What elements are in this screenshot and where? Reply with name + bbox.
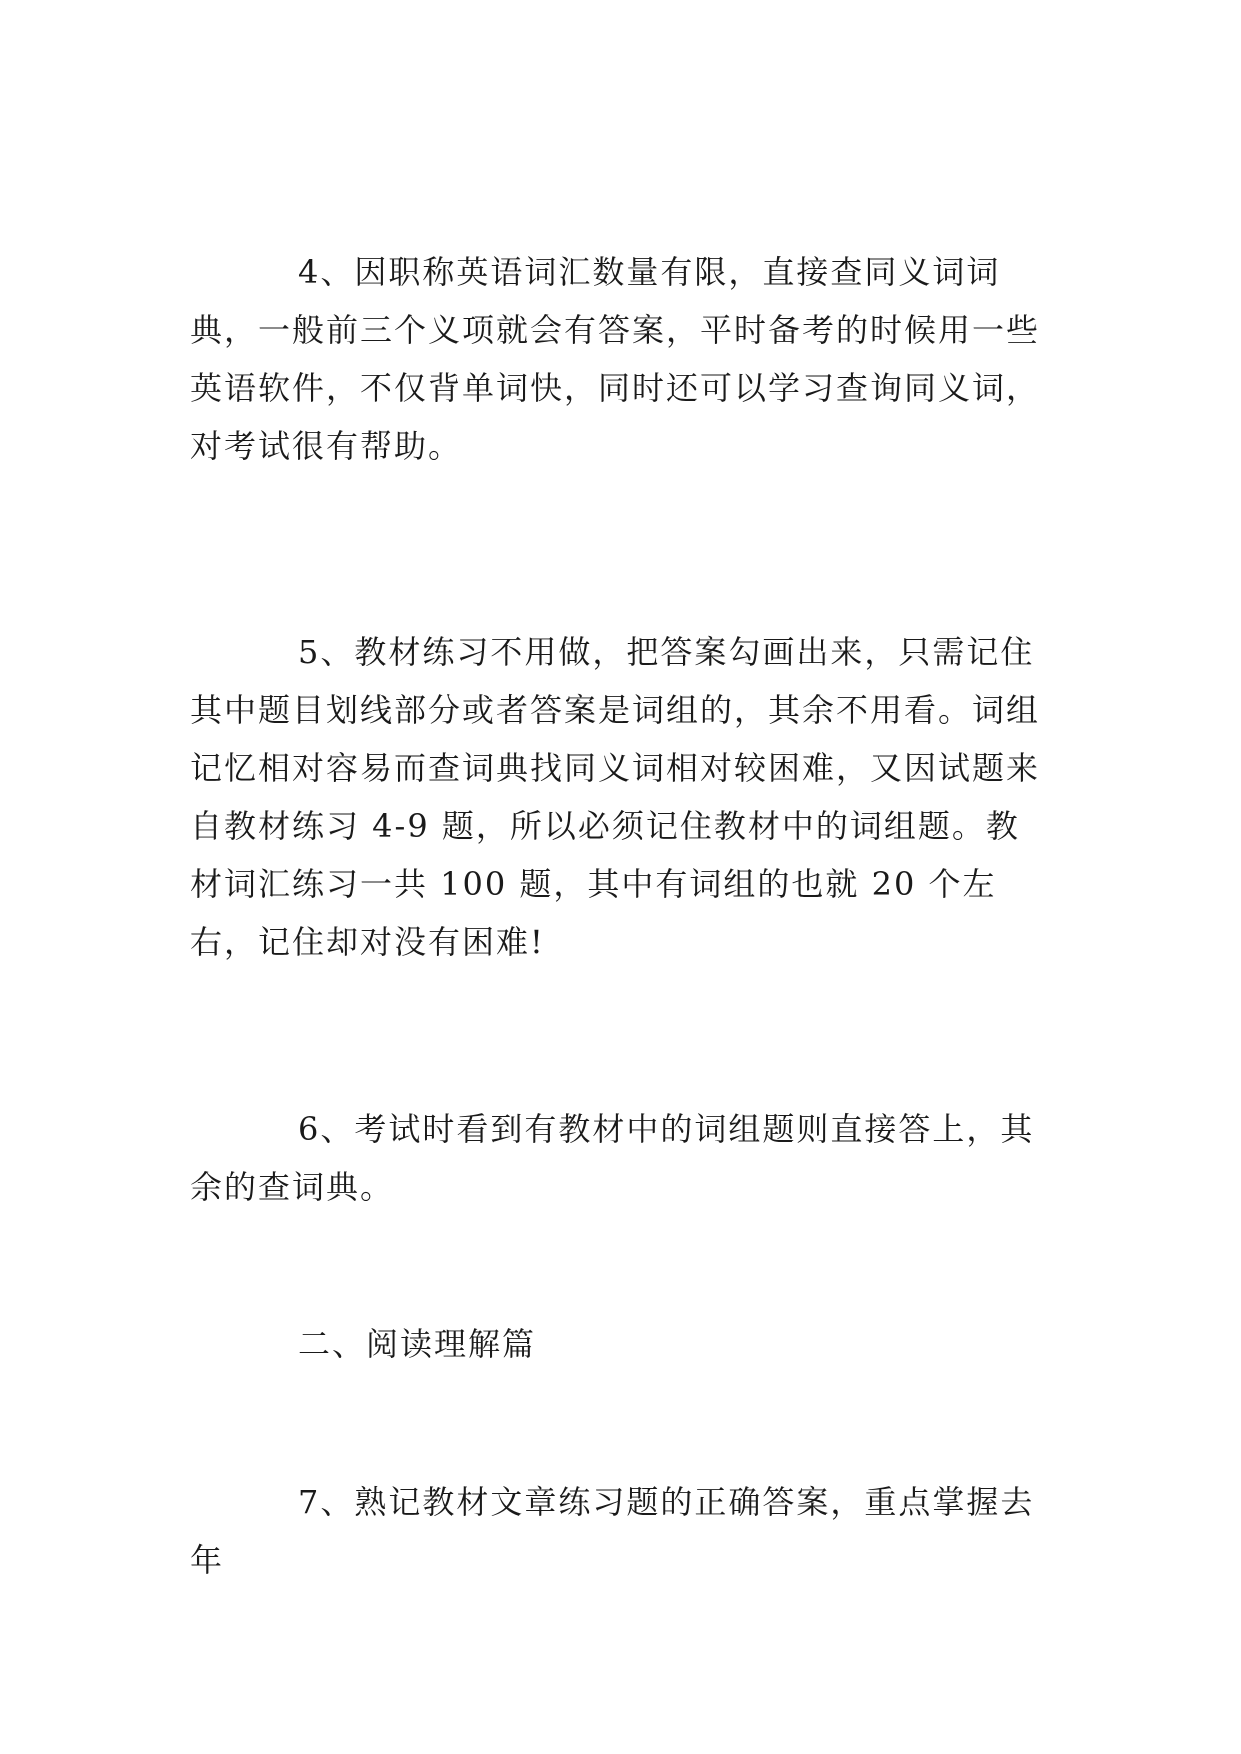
section-heading-reading: 二、阅读理解篇 [298,1325,537,1363]
paragraph-item-6: 6、考试时看到有教材中的词组题则直接答上，其余的查词典。 [190,1110,1035,1206]
paragraph-item-7: 7、熟记教材文章练习题的正确答案，重点掌握去年 [190,1483,1035,1579]
paragraph-item-5: 5、教材练习不用做，把答案勾画出来，只需记住其中题目划线部分或者答案是词组的，其余不用看。词组记忆相对容易而查词典找同义词相对较困难，又因试题来自教材练习 4-9 题，所以必须记住教材中的词组题。教材词汇练习一共 100 题，其中有词组的也就 20 个左右，记住却对没有困难! [190,633,1041,961]
paragraph-item-4: 4、因职称英语词汇数量有限，直接查同义词词典，一般前三个义项就会有答案，平时备考的时候用一些英语软件，不仅背单词快，同时还可以学习查询同义词，对考试很有帮助。 [190,253,1041,465]
